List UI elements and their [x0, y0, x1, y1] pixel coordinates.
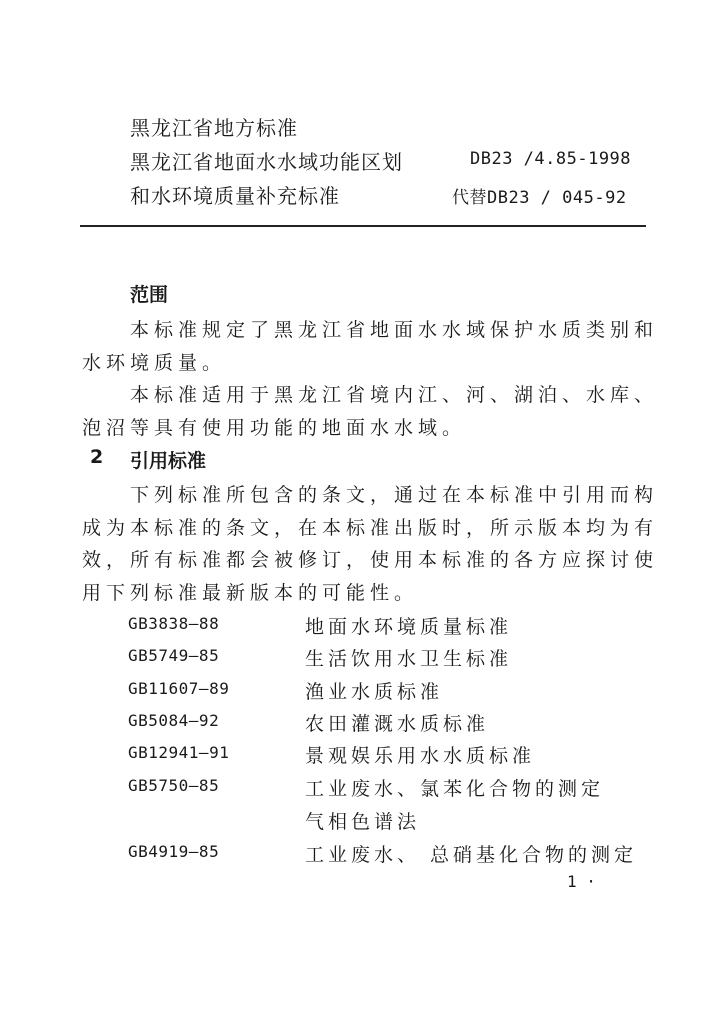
ref-code: GB5749—85	[128, 646, 220, 665]
paragraph-line: 泡沼等具有使用功能的地面水水域。	[82, 417, 467, 439]
section-title-references: 引用标准	[130, 450, 207, 472]
paragraph-line: 下列标准所包含的条文，通过在本标准中引用而构	[130, 484, 659, 506]
paragraph-line: 本标准适用于黑龙江省境内江、河、湖泊、水库、	[130, 384, 659, 406]
ref-code: GB11607—89	[128, 679, 230, 698]
ref-code: GB12941—91	[128, 743, 230, 762]
ref-title: 景观娱乐用水水质标准	[305, 745, 536, 767]
ref-title-continued: 气相色谱法	[305, 811, 421, 833]
ref-code: GB4919—85	[128, 842, 220, 861]
ref-title: 生活饮用水卫生标准	[305, 648, 513, 670]
section-title-scope: 范围	[130, 284, 169, 306]
page-number: 1 ·	[567, 872, 596, 891]
ref-code: GB5084—92	[128, 711, 220, 730]
standard-title-line2: 和水环境质量补充标准	[130, 184, 340, 208]
standard-category: 黑龙江省地方标准	[130, 116, 298, 140]
ref-title: 农田灌溉水质标准	[305, 713, 490, 735]
paragraph-line: 成为本标准的条文，在本标准出版时，所示版本均为有	[82, 517, 659, 539]
ref-title: 工业废水、氯苯化合物的测定	[305, 778, 605, 800]
paragraph-line: 水环境质量。	[82, 352, 227, 374]
standard-title-line1: 黑龙江省地面水水域功能区划	[130, 150, 403, 174]
ref-code: GB3838—88	[128, 614, 220, 633]
section-number: 2	[90, 446, 104, 468]
paragraph-line: 用下列标准最新版本的可能性。	[82, 582, 419, 604]
replaced-standard: 代替DB23 / 045-92	[452, 188, 627, 208]
paragraph-line: 本标准规定了黑龙江省地面水水域保护水质类别和	[130, 319, 659, 341]
ref-title: 地面水环境质量标准	[305, 616, 513, 638]
standard-code: DB23 /4.85-1998	[470, 149, 632, 169]
header-divider	[80, 225, 646, 227]
ref-title: 渔业水质标准	[305, 681, 444, 703]
paragraph-line: 效，所有标准都会被修订，使用本标准的各方应探讨使	[82, 549, 659, 571]
ref-title: 工业废水、 总硝基化合物的测定	[305, 844, 638, 866]
ref-code: GB5750—85	[128, 776, 220, 795]
